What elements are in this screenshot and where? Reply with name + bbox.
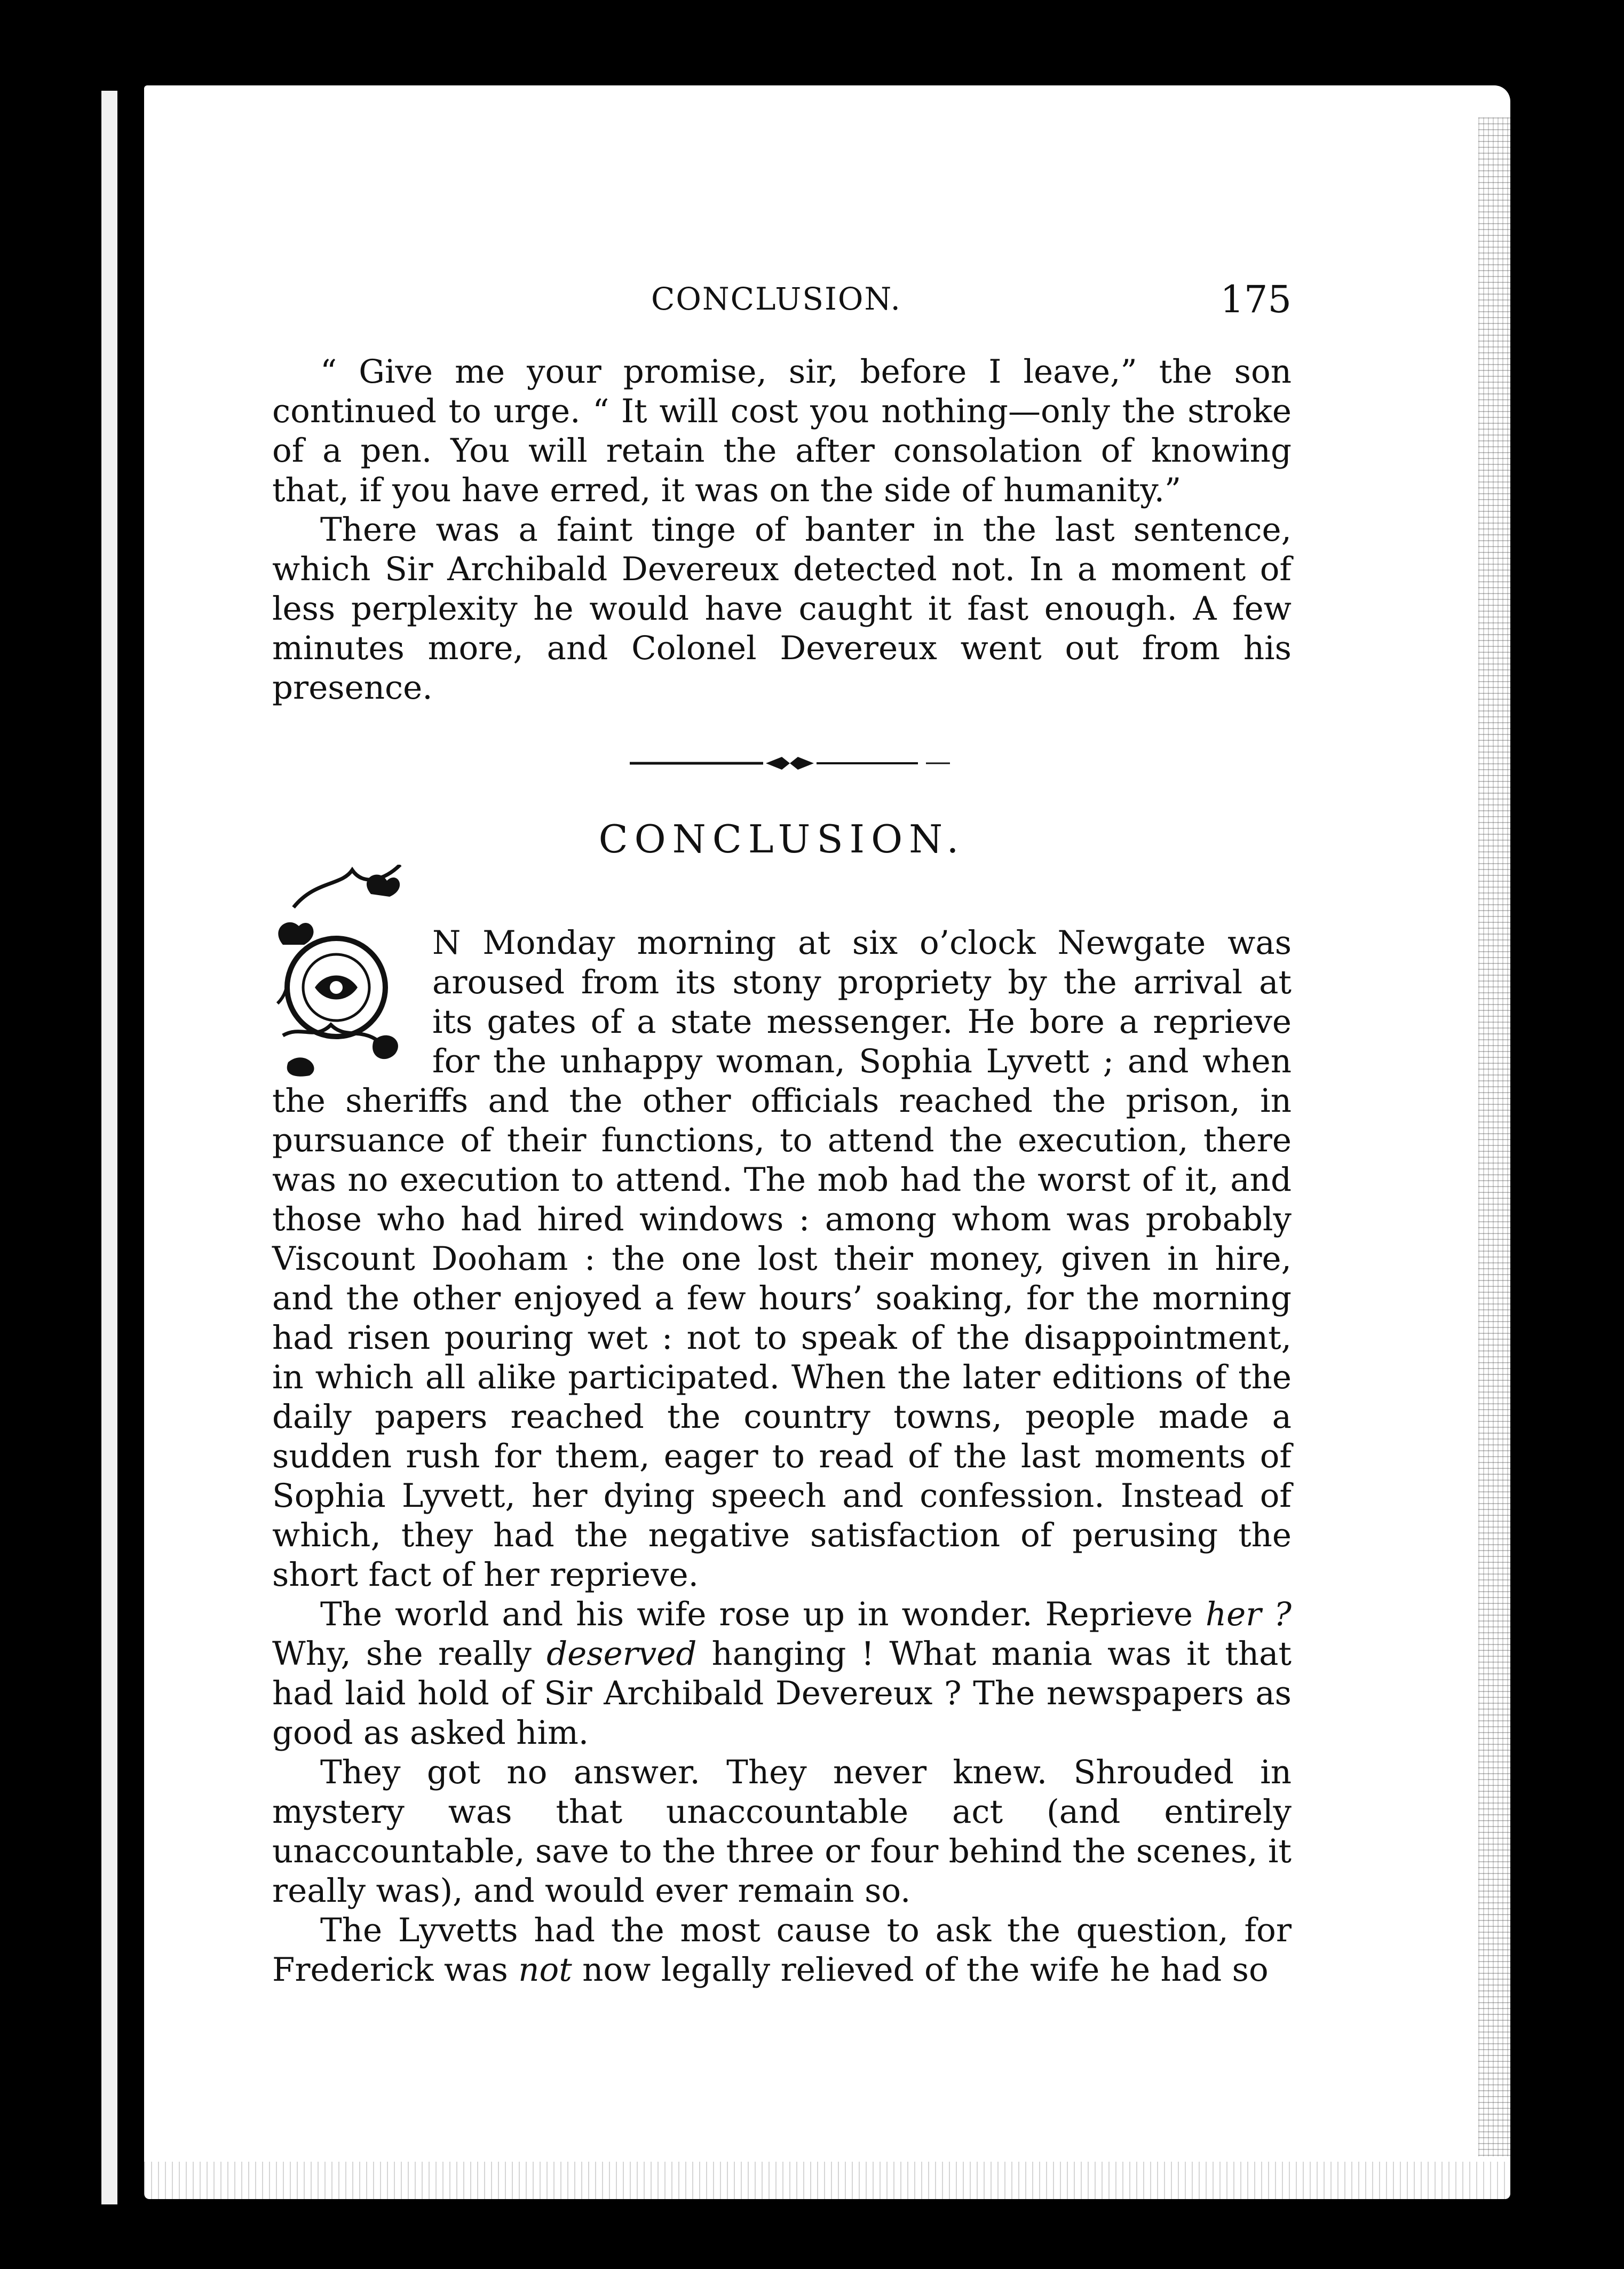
italic-text: her ? xyxy=(1205,1595,1292,1633)
paragraph: They got no answer. They never knew. Shrouded in mystery was that unaccountable act (and entirely unaccountable, save to the three or four behind the scenes, it really was), and would ever remain so. xyxy=(272,1753,1292,1910)
page-edge-speckle xyxy=(1478,117,1553,2156)
paragraph: N Monday morning at six o’clock Newgate was aroused from its stony propriety by the arrival at its gates of a state messenger. He bore a reprieve for the unhappy woman, Sophia Lyvett ; and when the sheriffs and the other officials reached the prison, in pursuance of their functions, to attend the execution, there was no execution to attend. The mob had the worst of it, and those who had hired windows : among whom was probably Viscount Dooham : the one lost their money, given in hire, and the other enjoyed a few hours’ soaking, for the morning had risen pouring wet : not to speak of the disappointment, in which all alike participated. When the later editions of the daily papers reached the country towns, people made a sudden rush for them, eager to read of the last moments of Sophia Lyvett, her dying speech and confession. Instead of which, they had the negative satisfaction of perusing the short fact of her reprieve. xyxy=(272,924,1292,1594)
italic-text: deserved xyxy=(546,1635,697,1673)
paragraph xyxy=(272,1911,1292,1990)
text-span: The Lyvetts had the most cause to ask the question, for Frederick was xyxy=(272,1911,1292,1989)
text-span: Why, she really xyxy=(272,1635,547,1673)
facing-page-edge xyxy=(101,91,117,2204)
closing-text-previous-chapter xyxy=(272,352,1292,708)
chapter-heading: CONCLUSION. xyxy=(598,817,965,861)
italic-text: not xyxy=(518,1951,572,1989)
section-divider-ornament xyxy=(630,753,950,774)
running-title: CONCLUSION. xyxy=(651,281,901,317)
text-span: hanging ! What mania was it that had laid hold of Sir Archibald Devereux ? The newspapers as good as asked him. xyxy=(272,1635,1292,1752)
paragraph: There was a faint tinge of banter in the last sentence, which Sir Archibald Devereux detected not. In a moment of less perplexity he would have caught it fast enough. A few minutes more, and Colonel Devereux went out from his presence. xyxy=(272,511,1292,707)
text-span: now legally relieved of the wife he had so xyxy=(572,1951,1269,1989)
running-head xyxy=(272,278,1292,326)
page-number: 175 xyxy=(1220,278,1292,321)
paragraph xyxy=(272,1595,1292,1753)
text-span: The world and his wife rose up in wonder. Reprieve xyxy=(320,1595,1206,1633)
page-bottom-speckle xyxy=(144,2162,1510,2204)
drop-cap-spacer xyxy=(272,923,432,1081)
chapter-body-text xyxy=(272,923,1292,1990)
paragraph: “ Give me your promise, sir, before I leave,” the son continued to urge. “ It will cost you nothing—only the stroke of a pen. You will retain the after consolation of knowing that, if you have erred, it was on the side of humanity.” xyxy=(272,353,1292,509)
